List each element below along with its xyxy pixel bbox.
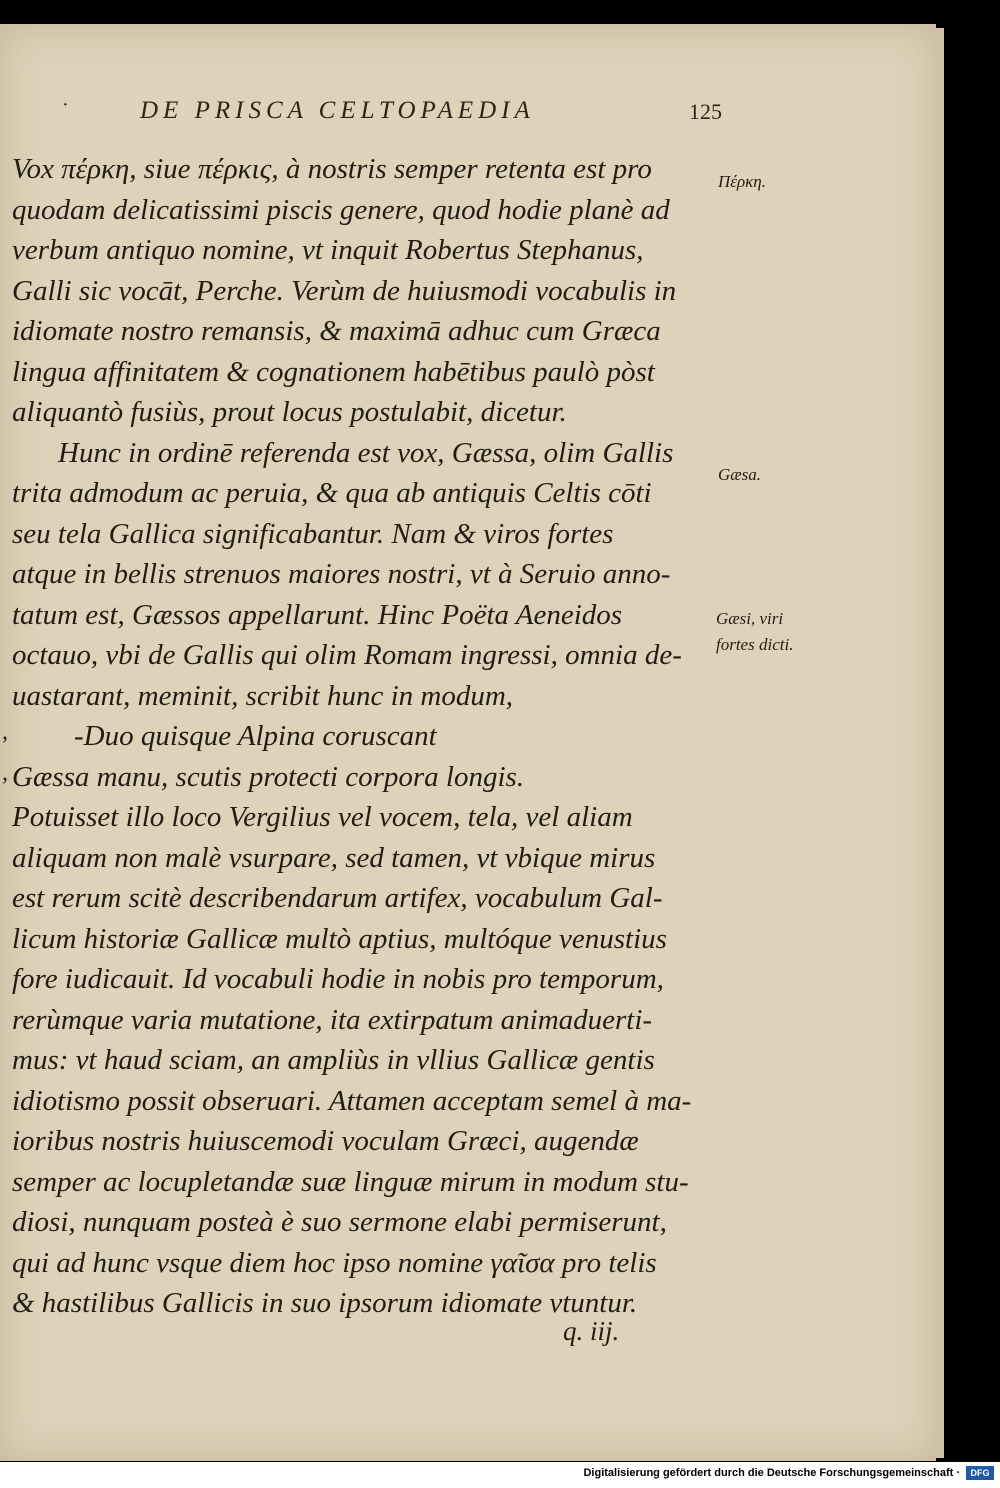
text-line: lingua affinitatem & cognationem habētibus paulò pòst xyxy=(12,355,655,388)
text-line: rerùmque varia mutatione, ita extirpatum animaduerti- xyxy=(12,1003,653,1036)
text-line: mus: vt haud sciam, an ampliùs in vllius Gallicæ gentis xyxy=(12,1044,655,1076)
page-number: 125 xyxy=(689,99,722,124)
signature-mark: q. iij. xyxy=(563,1316,620,1346)
text-line: seu tela Gallica significabantur. Nam & viros fortes xyxy=(12,517,614,550)
left-margin-mark: , xyxy=(2,719,8,745)
left-margin-mark: , xyxy=(2,760,8,786)
text-line: uastarant, meminit, scribit hunc in modum, xyxy=(12,679,514,712)
text-line: licum historiæ Gallicæ multò aptius, multóque venustius xyxy=(12,922,667,955)
body-text xyxy=(12,149,712,1324)
dfg-logo: DFG xyxy=(966,1466,994,1480)
text-line: ioribus nostris huiuscemodi voculam Græci, augendæ xyxy=(12,1125,639,1157)
text-line: tatum est, Gæssos appellarunt. Hinc Poëta Aeneidos xyxy=(12,598,623,631)
text-line: octauo, vbi de Gallis qui olim Romam ingressi, omnia de- xyxy=(12,639,682,671)
text-line: & hastilibus Gallicis in suo ipsorum idiomate vtuntur. xyxy=(12,1287,638,1319)
book-page xyxy=(0,24,936,1461)
text-line: quodam delicatissimi piscis genere, quod hodie planè ad xyxy=(12,193,670,226)
text-line: idiomate nostro remansis, & maximā adhuc cum Græca xyxy=(12,315,661,347)
text-line: fore iudicauit. Id vocabuli hodie in nobis pro temporum, xyxy=(12,963,664,995)
text-line: semper ac locupletandæ suæ linguæ mirum in modum stu- xyxy=(12,1165,689,1198)
text-line: Vox πέρκη, siue πέρκις, à nostris semper retenta est pro xyxy=(12,153,652,185)
text-line: qui ad hunc vsque diem hoc ipso nomine γαῖσα pro telis xyxy=(12,1246,657,1279)
text-line: trita admodum ac peruia, & qua ab antiquis Celtis cōti xyxy=(12,477,652,509)
margin-note-fortes: fortes dicti. xyxy=(716,635,794,654)
text-line: diosi, nunquam posteà è suo sermone elabi permiserunt, xyxy=(12,1206,667,1238)
margin-note-gaesa: Gæsa. xyxy=(718,465,761,484)
text-line: Hunc in ordinē referenda est vox, Gæssa, olim Gallis xyxy=(58,436,674,469)
text-line: aliquam non malè vsurpare, sed tamen, vt vbique mirus xyxy=(12,841,656,874)
margin-note-gaesi: Gæsi, viri xyxy=(716,609,784,628)
running-head: DE PRISCA CELTOPAEDIA xyxy=(140,97,535,124)
text-line: est rerum scitè describendarum artifex, vocabulum Gal- xyxy=(12,882,663,914)
text-line: Gæssa manu, scutis protecti corpora longis. xyxy=(12,760,525,793)
footer-credit: Digitalisierung gefördert durch die Deutsche Forschungsgemeinschaft · xyxy=(583,1467,960,1479)
footer-bar xyxy=(0,1462,1000,1488)
text-line: -Duo quisque Alpina coruscant xyxy=(74,720,437,752)
text-line: verbum antiquo nomine, vt inquit Robertus Stephanus, xyxy=(12,234,644,266)
text-line: atque in bellis strenuos maiores nostri, vt à Seruio anno- xyxy=(12,558,671,590)
text-line: aliquantò fusiùs, prout locus postulabit, dicetur. xyxy=(12,396,567,428)
page-edge xyxy=(936,28,944,1458)
text-line: Potuisset illo loco Vergilius vel vocem, tela, vel aliam xyxy=(12,801,633,833)
running-head-mark: · xyxy=(62,94,69,116)
text-line: Galli sic vocāt, Perche. Verùm de huiusmodi vocabulis in xyxy=(12,274,677,307)
text-line: idiotismo possit obseruari. Attamen acceptam semel à ma- xyxy=(12,1084,692,1117)
margin-note-perke: Πέρκη. xyxy=(718,172,766,191)
